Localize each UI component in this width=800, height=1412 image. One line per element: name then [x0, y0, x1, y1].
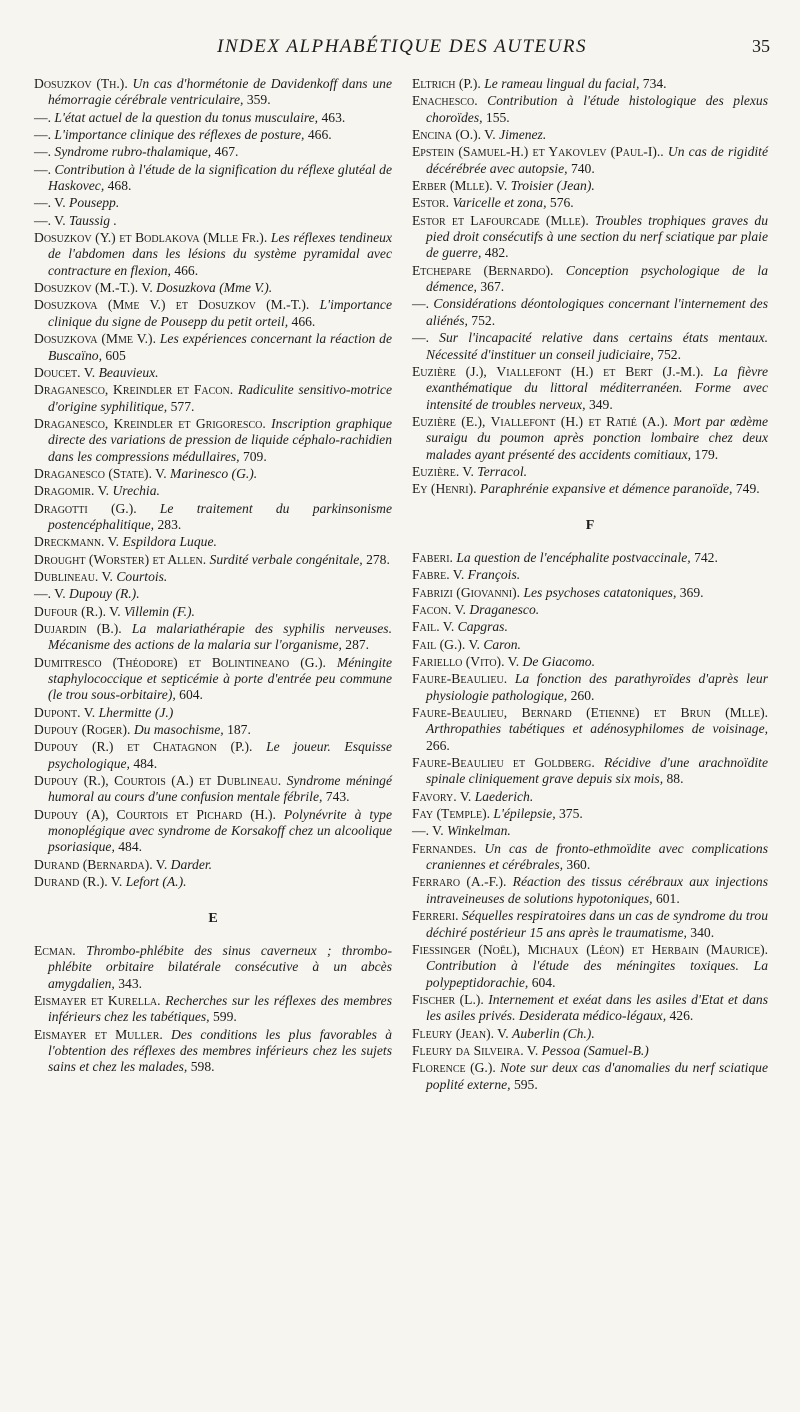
entry-title: L'état actuel de la question du tonus musculaire,: [54, 109, 319, 125]
entry-author: Fabre. V.: [412, 567, 468, 583]
entry-author: Dupouy (A), Courtois et Pichard (H.).: [34, 806, 284, 822]
entry-author: Fail. V.: [412, 619, 458, 635]
entry-page-ref: 466.: [304, 127, 332, 143]
entry-page-ref: 367.: [476, 279, 505, 295]
entry-page-ref: 595.: [510, 1076, 538, 1092]
entry-title: Des conditions les plus favorables à l'obtention des réflexes des membres inférieurs chez les sujets sains et chez les malades,: [48, 1026, 392, 1075]
entry-author: —. V.: [34, 195, 70, 211]
entry-page-ref: 598.: [187, 1059, 215, 1075]
entry-author: Estor.: [412, 195, 453, 211]
entry-title: Paraphrénie expansive et démence paranoïde,: [479, 481, 733, 497]
index-entry: [34, 213, 392, 229]
entry-author: —.: [412, 296, 434, 312]
entry-author: Florence (G.).: [412, 1060, 501, 1076]
index-entry: [34, 604, 392, 620]
entry-author: Euzière (J.), Viallefont (H.) et Bert (J.-M.).: [412, 363, 714, 379]
entry-author: Dosuzkov (M.-T.). V.: [34, 280, 157, 296]
entry-author: Dragomir. V.: [34, 483, 113, 499]
entry-author: Durand (Bernarda). V.: [34, 856, 171, 872]
page-header: [34, 36, 770, 62]
entry-title: Syndrome rubro-thalamique,: [54, 144, 212, 160]
entry-author: Fleury da Silveira. V.: [412, 1042, 542, 1058]
entry-page-ref: 467.: [211, 144, 239, 160]
entry-author: —.: [34, 161, 55, 177]
entry-title: François.: [467, 567, 521, 583]
index-entry: [412, 942, 768, 991]
e-entries: [34, 943, 392, 1076]
entry-page-ref: 740.: [567, 160, 595, 176]
entry-author: Dufour (R.). V.: [34, 603, 125, 619]
entry-author: Draganesco, Kreindler et Facon.: [34, 382, 238, 398]
index-entry: [34, 722, 392, 738]
entry-title: Un cas de rigidité décérébrée avec autopsie,: [426, 144, 768, 176]
entry-title: Dupouy (R.).: [69, 586, 140, 602]
entry-title: Récidive d'une arachnoïdite spinale cliniquement grave depuis six mois,: [426, 755, 768, 787]
entry-page-ref: 484.: [114, 839, 143, 855]
entry-author: Fail (G.). V.: [412, 636, 484, 652]
entry-author: Fabrizi (Giovanni).: [412, 584, 524, 600]
entry-author: Fay (Temple).: [412, 806, 494, 822]
index-entry: [34, 993, 392, 1026]
entry-author: Draganesco (State). V.: [34, 465, 170, 481]
entry-title: Mort par œdème suraigu du poumon après ponction lombaire chez deux malades ayant présenté des accidents comitiaux,: [426, 413, 768, 462]
entry-author: Euzière (E.), Viallefont (H.) et Ratié (A.).: [412, 413, 674, 429]
entry-author: Dumitresco (Théodore) et Bolintineano (G.).: [34, 654, 337, 670]
entry-author: Fariello (Vito). V.: [412, 654, 523, 669]
entry-page-ref: 278.: [362, 551, 390, 567]
entry-page-ref: 187.: [223, 722, 251, 738]
index-entry: [412, 602, 768, 618]
index-entry: [412, 705, 768, 754]
entry-author: Fiessinger (Noël), Michaux (Léon) et Herbain (Maurice).: [412, 941, 768, 957]
entry-author: Faure-Beaulieu et Goldberg.: [412, 755, 604, 771]
entry-page-ref: 343.: [114, 975, 143, 991]
entry-author: Estor et Lafourcade (Mlle).: [412, 212, 595, 228]
entry-title: Le rameau lingual du facial,: [484, 76, 640, 91]
index-entry: [34, 586, 392, 602]
entry-page-ref: 283.: [154, 516, 182, 532]
entry-page-ref: 88.: [663, 771, 684, 787]
entry-page-ref: 709.: [239, 448, 267, 464]
entry-author: Ey (Henri).: [412, 481, 480, 497]
index-entry: [34, 552, 392, 568]
entry-page-ref: 734.: [639, 76, 667, 91]
index-entry: [34, 466, 392, 482]
section-heading-f: F: [585, 517, 595, 533]
index-entry: [412, 671, 768, 704]
index-entry: [34, 621, 392, 654]
page-number: 35: [752, 36, 770, 56]
entry-author: Dosuzkov (Th.).: [34, 76, 133, 91]
entry-author: Etchepare (Bernardo).: [412, 262, 566, 278]
entry-page-ref: 179.: [691, 446, 719, 462]
index-entry: [412, 619, 768, 635]
entry-title: Conception psychologique de la démence,: [426, 262, 768, 295]
entry-author: Eismayer et Muller.: [34, 1026, 172, 1042]
index-entry: [34, 110, 392, 126]
index-entry: [412, 789, 768, 805]
entry-title: La malariathérapie des syphilis nerveuses. Mécanisme des actions de la malaria sur l'organisme,: [48, 621, 392, 653]
entry-author: Durand (R.). V.: [34, 874, 126, 890]
index-entry: [412, 550, 768, 566]
entry-title: Internement et exéat dans les asiles d'Etat et dans les asiles privés. Desiderata médico-légaux,: [426, 991, 769, 1024]
index-entry: [34, 195, 392, 211]
entry-title: Thrombo-phlébite des sinus caverneux ; thrombo-phlébite orbitaire bilatérale consécutive à un abcès amygdalien,: [48, 942, 392, 991]
entry-title: Pessoa (Samuel-B.): [541, 1042, 649, 1058]
index-entry: [34, 331, 392, 364]
entry-page-ref: 349.: [585, 396, 613, 412]
entry-title: Draganesco.: [469, 601, 540, 617]
entry-author: Facon. V.: [412, 601, 470, 617]
index-entry: [34, 280, 392, 296]
index-entry: [34, 569, 392, 585]
entry-title: Note sur deux cas d'anomalies du nerf sciatique poplité externe,: [426, 1060, 768, 1092]
entry-title: Auberlin (Ch.).: [512, 1025, 595, 1041]
entry-author: —.: [34, 109, 55, 125]
entry-author: Dosuzkova (Mme V.) et Dosuzkov (M.-T.).: [34, 297, 320, 313]
entry-title: Séquelles respiratoires dans un cas de syndrome du trou déchiré postérieur 15 ans après le traumatisme,: [426, 908, 768, 940]
entry-title: Terracol.: [477, 463, 527, 479]
entry-title: La fièvre exanthématique du littoral méditerranéen. Forme avec intensité de troubles nerveux,: [426, 363, 768, 412]
entry-author: Dujardin (B.).: [34, 621, 132, 636]
index-entry: [34, 365, 392, 381]
index-entry: [34, 655, 392, 704]
entry-author: —.: [34, 127, 55, 143]
index-entry: [34, 534, 392, 550]
index-entry: [412, 296, 768, 329]
entry-author: Dupouy (R.) et Chatagnon (P.).: [34, 739, 267, 755]
entry-page-ref: 287.: [341, 637, 370, 653]
index-entry: [34, 1027, 392, 1076]
page-title: INDEX ALPHABÉTIQUE DES AUTEURS: [217, 36, 587, 57]
entry-author: Epstein (Samuel-H.) et Yakovlev (Paul-I)..: [412, 144, 668, 160]
entry-page-ref: 577.: [167, 398, 195, 414]
entry-page-ref: 468.: [104, 178, 132, 194]
index-entry: [34, 230, 392, 279]
entry-title: Espildora Luque.: [122, 534, 217, 550]
entry-title: Pousepp.: [69, 195, 120, 211]
index-entry: [34, 144, 392, 160]
entry-title: Inscription graphique directe des variations de pression de liquide céphalo-rachidien dans les compressions médullaires,: [48, 415, 392, 464]
entry-title: Un cas de fronto-ethmoïdite avec complications craniennes et cérébrales,: [426, 840, 768, 873]
entry-title: Winkelman.: [447, 823, 511, 839]
index-entry: [34, 874, 392, 890]
index-entry: [412, 992, 768, 1025]
index-entry: [412, 364, 768, 413]
entry-author: Euzière. V.: [412, 463, 478, 479]
index-entry: [34, 943, 392, 992]
entry-page-ref: 743.: [322, 789, 350, 805]
entry-title: Radiculite sensitivo-motrice d'origine syphilitique,: [48, 382, 392, 414]
index-entry: [412, 908, 768, 941]
entry-title: Contribution à l'étude de la signification du réflexe glutéal de Haskovec,: [48, 161, 393, 194]
entry-title: Darder.: [170, 856, 213, 872]
entry-title: L'épilepsie,: [493, 806, 556, 822]
entry-title: Urechia.: [112, 483, 160, 499]
entry-page-ref: 260.: [567, 687, 595, 703]
entry-page-ref: 375.: [555, 806, 583, 822]
entry-title: Beauvieux.: [98, 364, 159, 380]
index-entry: [412, 1060, 768, 1093]
entry-title: Arthropathies tabétiques et adénosyphilomes de voisinage,: [426, 721, 768, 737]
left-column: [34, 76, 392, 1077]
entry-title: La fonction des parathyroïdes d'après leur physiologie pathologique,: [426, 671, 768, 703]
index-entry: [34, 773, 392, 806]
index-entry: [412, 127, 768, 143]
entry-title: Recherches sur les réflexes des membres inférieurs chez les tabétiques,: [48, 992, 392, 1025]
index-entry: [412, 585, 768, 601]
index-entry: [412, 263, 768, 296]
left-entries: [34, 76, 392, 891]
entry-author: Draganesco, Kreindler et Grigoresco.: [34, 415, 272, 431]
entry-author: —. V.: [34, 212, 70, 228]
index-entry: [412, 874, 768, 907]
right-column: [412, 76, 768, 1094]
index-entry: [34, 382, 392, 415]
entry-page-ref: 369.: [676, 584, 704, 600]
index-entry: [34, 76, 392, 109]
entry-author: Fernandes.: [412, 840, 485, 856]
entry-author: Faure-Beaulieu, Bernard (Etienne) et Brun (Mlle).: [412, 705, 768, 721]
entry-author: Fleury (Jean). V.: [412, 1025, 513, 1041]
entry-page-ref: 484.: [129, 755, 158, 771]
entry-title: Un cas d'hormétonie de Davidenkoff dans une hémorragie cérébrale ventriculaire,: [48, 76, 392, 108]
entry-page-ref: 482.: [481, 245, 509, 261]
entry-title: Troisier (Jean).: [510, 178, 595, 194]
index-entry: [34, 127, 392, 143]
index-entry: [412, 654, 768, 670]
entry-page-ref: 466.: [170, 262, 199, 278]
entry-author: Dupouy (R.), Courtois (A.) et Dublineau.: [34, 773, 287, 789]
entry-page-ref: 266.: [426, 737, 450, 753]
entry-page-ref: 752.: [653, 346, 681, 362]
entry-author: Fischer (L.).: [412, 991, 489, 1007]
entry-author: Dreckmann. V.: [34, 534, 123, 550]
entry-page-ref: 752.: [467, 312, 496, 328]
entry-author: Dupont. V.: [34, 704, 99, 720]
entry-author: Ferraro (A.-F.).: [412, 874, 513, 890]
entry-page-ref: 360.: [563, 857, 591, 873]
index-entry: [412, 481, 768, 497]
index-entry: [412, 414, 768, 463]
entry-title: Varicelle et zona,: [452, 195, 547, 211]
index-entry: [412, 195, 768, 211]
entry-title: Contribution à l'étude des méningites toxiques. La polypeptidorachie,: [426, 958, 768, 990]
index-entry: [34, 807, 392, 856]
index-entry: [34, 416, 392, 465]
entry-page-ref: 155.: [482, 109, 510, 125]
f-entries: [412, 550, 768, 1093]
entry-author: Encina (O.). V.: [412, 127, 500, 143]
index-entry: [412, 637, 768, 653]
entry-title: Le traitement du parkinsonisme postencéphalitique,: [48, 500, 392, 532]
entry-page-ref: 604.: [175, 687, 203, 703]
entry-author: —. V.: [34, 586, 70, 602]
index-entry: [412, 823, 768, 839]
entry-page-ref: 466.: [288, 313, 316, 329]
index-entry: [412, 144, 768, 177]
entry-title: Marinesco (G.).: [170, 465, 258, 481]
entry-page-ref: 605: [102, 347, 126, 363]
right-entries: [412, 76, 768, 498]
entry-title: De Giacomo.: [522, 654, 595, 669]
index-entry: [412, 755, 768, 788]
index-entry: [412, 567, 768, 583]
entry-title: Courtois.: [116, 568, 168, 584]
entry-title: Les expériences concernant la réaction de Buscaïno,: [48, 331, 392, 363]
index-entry: [412, 1026, 768, 1042]
entry-author: Faberi.: [412, 549, 457, 565]
index-entry: [34, 739, 392, 772]
entry-title: La question de l'encéphalite postvaccinale,: [456, 549, 691, 565]
entry-page-ref: 463.: [318, 109, 346, 125]
entry-page-ref: 749.: [732, 481, 760, 497]
entry-author: Dosuzkova (Mme V.).: [34, 331, 160, 347]
entry-title: Surdité verbale congénitale,: [209, 551, 363, 567]
entry-page-ref: 426.: [666, 1008, 694, 1024]
entry-author: Ecman.: [34, 942, 87, 958]
entry-title: L'importance clinique du signe de Pousepp du petit orteil,: [48, 297, 392, 329]
entry-author: Ferreri.: [412, 908, 462, 924]
entry-page-ref: 340.: [686, 924, 715, 940]
entry-title: Lhermitte (J.): [98, 704, 174, 720]
entry-author: Faure-Beaulieu.: [412, 671, 515, 687]
index-entry: [34, 857, 392, 873]
entry-title: Du masochisme,: [133, 722, 224, 738]
entry-title: Taussig .: [69, 212, 117, 228]
entry-title: Jimenez.: [499, 127, 547, 143]
index-entry: [412, 330, 768, 363]
index-entry: [412, 76, 768, 92]
index-entry: [34, 705, 392, 721]
index-entry: [412, 464, 768, 480]
entry-author: Drought (Worster) et Allen.: [34, 551, 210, 567]
entry-author: Eltrich (P.).: [412, 76, 485, 91]
entry-author: —.: [412, 330, 440, 346]
entry-page-ref: 359.: [243, 92, 271, 108]
entry-author: Dosuzkov (Y.) et Bodlakova (Mlle Fr.).: [34, 230, 271, 246]
index-entry: [34, 297, 392, 330]
entry-page-ref: 604.: [528, 974, 556, 990]
entry-page-ref: 742.: [690, 549, 718, 565]
entry-author: Erber (Mlle). V.: [412, 178, 511, 194]
index-entry: [34, 483, 392, 499]
entry-title: Polynévrite à type monoplégique avec syndrome de Korsakoff chez un alcoolique psoriasique,: [48, 806, 393, 855]
entry-page-ref: 601.: [652, 890, 680, 906]
entry-title: Les psychoses catatoniques,: [523, 584, 677, 600]
entry-author: Doucet. V.: [34, 364, 99, 380]
entry-title: Considérations déontologiques concernant l'internement des aliénés,: [426, 296, 769, 328]
entry-title: Les réflexes tendineux de l'abdomen dans les lésions du système pyramidal avec contracture en flexion,: [48, 230, 392, 278]
entry-title: L'importance clinique des réflexes de posture,: [54, 127, 305, 143]
entry-author: Enachesco.: [412, 93, 488, 109]
entry-title: Lefort (A.).: [125, 874, 187, 890]
entry-author: Dublineau. V.: [34, 568, 117, 584]
index-entry: [412, 841, 768, 874]
entry-title: Sur l'incapacité relative dans certains états mentaux. Nécessité d'instituer un conseil judiciaire,: [426, 330, 768, 362]
entry-title: Capgras.: [457, 619, 508, 635]
entry-page-ref: 576.: [546, 195, 574, 211]
entry-title: Caron.: [483, 636, 521, 652]
entry-author: —.: [34, 144, 55, 160]
entry-title: Troubles trophiques graves du pied droit consécutifs à une section du nerf sciatique par plaie de guerre,: [426, 212, 769, 261]
entry-author: Eismayer et Kurella.: [34, 992, 166, 1008]
index-entry: [412, 806, 768, 822]
entry-title: Le joueur. Esquisse psychologique,: [48, 739, 392, 771]
index-entry: [34, 162, 392, 195]
index-entry: [412, 213, 768, 262]
entry-title: Méningite staphylococcique et septicémie à porte d'entrée peu commune (le trou sous-orbitaire),: [48, 654, 392, 703]
entry-author: Dupouy (Roger).: [34, 722, 134, 738]
section-heading-e: E: [208, 910, 218, 926]
index-entry: [412, 93, 768, 126]
entry-title: Syndrome méningé humoral au cours d'une confusion mentale fébrile,: [48, 773, 392, 805]
entry-title: Réaction des tissus cérébraux aux injections intraveineuses de solutions hypotoniques,: [426, 874, 768, 906]
entry-author: —. V.: [412, 823, 448, 839]
entry-page-ref: 599.: [209, 1009, 237, 1025]
index-entry: [34, 501, 392, 534]
entry-title: Villemin (F.).: [124, 603, 195, 619]
entry-title: Contribution à l'étude histologique des plexus choroïdes,: [426, 93, 769, 125]
index-entry: [412, 1043, 768, 1059]
entry-title: Dosuzkova (Mme V.).: [156, 280, 273, 296]
entry-title: Laederich.: [474, 788, 534, 804]
index-entry: [412, 178, 768, 194]
entry-author: Favory. V.: [412, 788, 475, 804]
entry-author: Dragotti (G.).: [34, 500, 160, 516]
